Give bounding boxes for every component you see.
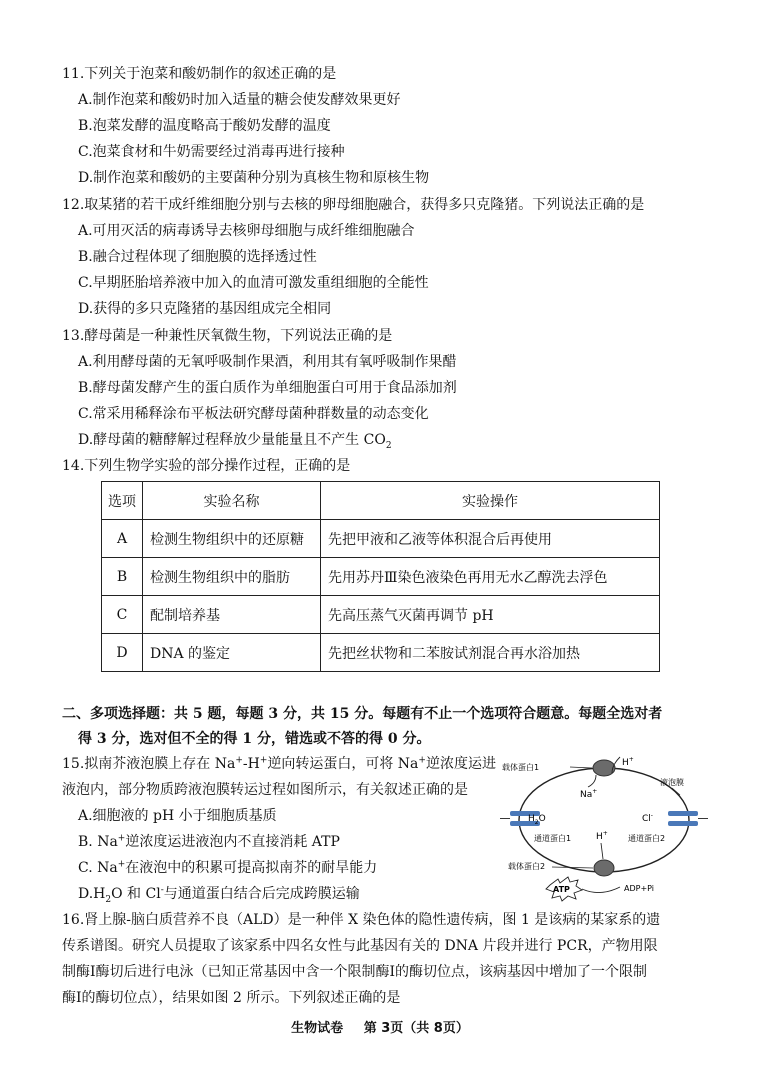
table-row — [102, 558, 660, 596]
q15-option-b: B. Na+逆浓度运进液泡内不直接消耗 ATP — [78, 833, 340, 850]
adp-pi-label: ADP+Pi — [624, 884, 655, 893]
carrier-2-pointer — [552, 867, 593, 868]
channel-2-label: 通道蛋白2 — [628, 834, 666, 843]
experiment-table — [101, 481, 660, 672]
question-16-stem: 16.肾上腺-脑白质营养不良（ALD）是一种伴 X 染色体的隐性遗传病，图 1 是该病的某家系的遗 — [62, 912, 661, 928]
h-ion-middle-arrow — [601, 843, 603, 859]
table-cell: 先高压蒸气灭菌再调节 pH — [321, 596, 660, 634]
question-15-stem: 15.拟南芥液泡膜上存在 Na+-H+逆向转运蛋白，可将 Na+逆浓度运进 — [62, 755, 496, 772]
q13-option-b: B.酵母菌发酵产生的蛋白质作为单细胞蛋白可用于食品添加剂 — [78, 380, 457, 396]
table-header-cell: 实验名称 — [143, 482, 321, 520]
table-cell: 先把丝状物和二苯胺试剂混合再水浴加热 — [321, 634, 660, 672]
table-cell: A — [102, 520, 143, 558]
question-14-stem: 14.下列生物学实验的部分操作过程，正确的是 — [62, 458, 351, 474]
q11-option-c: C.泡菜食材和牛奶需要经过消毒再进行接种 — [78, 144, 345, 160]
q12-option-a: A.可用灭活的病毒诱导去核卵母细胞与成纤维细胞融合 — [78, 223, 415, 239]
question-12-stem: 12.取某猪的若干成纤维细胞分别与去核的卵母细胞融合，获得多只克隆猪。下列说法正确的是 — [62, 197, 645, 213]
q13-option-c: C.常采用稀释涂布平板法研究酵母菌种群数量的动态变化 — [78, 406, 429, 422]
q13-option-a: A.利用酵母菌的无氧呼吸制作果酒，利用其有氧呼吸制作果醋 — [78, 354, 457, 370]
q11-option-b: B.泡菜发酵的温度略高于酸奶发酵的温度 — [78, 118, 331, 134]
question-11-stem: 11.下列关于泡菜和酸奶制作的叙述正确的是 — [62, 66, 337, 82]
footer-page-number: 第 3页（共 8页） — [363, 1021, 469, 1036]
table-cell: 检测生物组织中的还原糖 — [143, 520, 321, 558]
question-15-stem-cont: 液泡内，部分物质跨液泡膜转运过程如图所示，有关叙述正确的是 — [62, 782, 468, 798]
table-cell: D — [102, 634, 143, 672]
table-row — [102, 634, 660, 672]
table-cell: DNA 的鉴定 — [143, 634, 321, 672]
membrane-label-pointer — [672, 788, 680, 795]
channel-protein-2-upper — [668, 811, 698, 816]
question-16-stem-cont: 制酶Ⅰ酶切后进行电泳（已知正常基因中含一个限制酶Ⅰ的酶切位点，该病基因中增加了一个限制 — [62, 964, 648, 980]
carrier-protein-2 — [594, 860, 614, 876]
vacuole-membrane-label: 液泡膜 — [660, 778, 684, 787]
table-row — [102, 520, 660, 558]
q12-option-b: B.融合过程体现了细胞膜的选择透过性 — [78, 249, 317, 265]
table-cell: 检测生物组织中的脂肪 — [143, 558, 321, 596]
h-ion-top-label: H+ — [622, 756, 634, 768]
q15-option-a: A.细胞液的 pH 小于细胞质基质 — [78, 808, 277, 824]
q15-option-c: C. Na+在液泡中的积累可提高拟南芥的耐旱能力 — [78, 859, 378, 876]
section-2-heading: 二、多项选择题：共 5 题，每题 3 分，共 15 分。每题有不止一个选项符合题意。每题全选对者 — [62, 706, 663, 722]
carrier-1-label: 载体蛋白1 — [502, 763, 540, 772]
table-header-cell: 实验操作 — [321, 482, 660, 520]
h-ion-middle-label: H+ — [596, 830, 608, 842]
footer-subject: 生物试卷 — [291, 1021, 344, 1036]
cl-ion-label: Cl- — [642, 812, 653, 824]
question-16-stem-cont: 酶Ⅰ的酶切位点），结果如图 2 所示。下列叙述正确的是 — [62, 990, 401, 1006]
section-2-heading-cont: 得 3 分，选对但不全的得 1 分，错选或不答的得 0 分。 — [78, 731, 431, 747]
q11-option-a: A.制作泡菜和酸奶时加入适量的糖会使发酵效果更好 — [78, 92, 401, 108]
table-cell: B — [102, 558, 143, 596]
question-16-stem-cont: 传系谱图。研究人员提取了该家系中四名女性与此基因有关的 DNA 片段并进行 PCR，产物用限 — [62, 938, 658, 954]
q12-option-c: C.早期胚胎培养液中加入的血清可激发重组细胞的全能性 — [78, 275, 429, 291]
carrier-2-label: 载体蛋白2 — [508, 862, 546, 871]
vacuole-transport-diagram — [500, 755, 710, 905]
table-header-row — [102, 482, 660, 520]
na-ion-label: Na+ — [580, 788, 598, 800]
channel-protein-2-lower — [668, 821, 698, 826]
table-header-cell: 选项 — [102, 482, 143, 520]
table-row — [102, 596, 660, 634]
q12-option-d: D.获得的多只克隆猪的基因组成完全相同 — [78, 301, 332, 317]
atp-label: ATP — [553, 885, 570, 894]
table-cell: C — [102, 596, 143, 634]
q13-option-d: D.酵母菌的糖酵解过程释放少量能量且不产生 $CO_2$ — [78, 432, 392, 451]
question-13-stem: 13.酵母菌是一种兼性厌氧微生物，下列说法正确的是 — [62, 328, 393, 344]
channel-1-label: 通道蛋白1 — [534, 834, 572, 843]
carrier-1-pointer — [570, 767, 592, 768]
table-cell: 先用苏丹Ⅲ染色液染色再用无水乙醇洗去浮色 — [321, 558, 660, 596]
na-ion-arrow — [588, 775, 596, 787]
table-cell: 配制培养基 — [143, 596, 321, 634]
page-footer — [0, 1017, 760, 1036]
atp-hydrolysis-arrow — [582, 887, 620, 893]
q15-option-d: $D.H_2O$ 和 Cl-与通道蛋白结合后完成跨膜运输 — [78, 885, 360, 905]
q11-option-d: D.制作泡菜和酸奶的主要菌种分别为真核生物和原核生物 — [78, 170, 430, 186]
carrier-protein-1 — [593, 760, 615, 776]
h2o-label: $H_2O$ — [528, 814, 546, 826]
channel-protein-1-upper — [510, 811, 540, 816]
table-cell: 先把甲液和乙液等体积混合后再使用 — [321, 520, 660, 558]
